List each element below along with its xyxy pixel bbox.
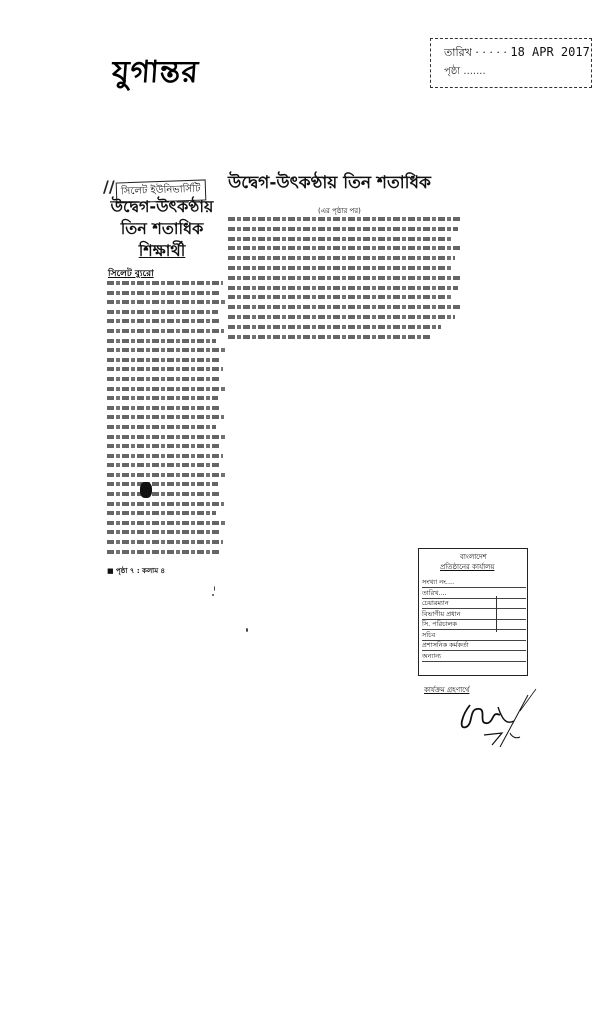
right-article-body bbox=[228, 214, 460, 341]
body-text-line bbox=[228, 273, 460, 283]
date-dots: · · · · · bbox=[475, 46, 511, 59]
page-label: পৃষ্ঠা bbox=[444, 66, 461, 77]
body-text-line bbox=[107, 364, 225, 374]
body-text-line bbox=[228, 322, 460, 332]
stamp-row: প্রশাসনিক কর্মকর্তা bbox=[422, 641, 526, 651]
stamp-action-label: কার্যক্রম গ্রহণার্থে bbox=[424, 686, 470, 694]
stamp-row: সংখ্যা নং.... bbox=[422, 578, 526, 588]
stamp-row: সি. পরিচালক bbox=[422, 620, 526, 630]
body-text-line bbox=[228, 243, 460, 253]
body-text-line bbox=[107, 316, 225, 326]
body-text-line bbox=[228, 312, 460, 322]
left-article-headline bbox=[104, 196, 220, 262]
date-value: 18 APR 2017 bbox=[510, 45, 590, 59]
headline-line-2: তিন শতাধিক bbox=[120, 219, 204, 238]
right-article-subtitle: (এর পৃষ্ঠার পর) bbox=[318, 207, 361, 215]
page-stamp-line bbox=[444, 64, 486, 81]
body-text-line bbox=[107, 451, 225, 461]
stamp-grid bbox=[496, 596, 527, 632]
body-text-line bbox=[107, 460, 225, 470]
body-text-line bbox=[107, 374, 225, 384]
body-text-line bbox=[107, 384, 225, 394]
body-text-line bbox=[228, 214, 460, 224]
kicker-slash-mark: // bbox=[103, 177, 115, 196]
stamp-row: অন্যান্য bbox=[422, 652, 526, 662]
body-text-line bbox=[107, 547, 225, 557]
newspaper-masthead: যুগান্তর bbox=[110, 55, 201, 90]
article-kicker: সিলেট ইউনিভার্সিটি bbox=[116, 179, 206, 203]
stamp-title-line-1: বাংলাদেশ bbox=[460, 553, 487, 561]
body-text-line bbox=[228, 234, 460, 244]
right-article-headline: উদ্বেগ-উৎকণ্ঠায় তিন শতাধিক bbox=[228, 173, 431, 193]
body-text-line bbox=[107, 326, 225, 336]
body-text-line bbox=[107, 537, 225, 547]
stamp-row: বিভাগীয় প্রধান bbox=[422, 610, 526, 620]
body-text-line bbox=[228, 332, 460, 342]
scan-speck bbox=[214, 586, 215, 591]
headline-line-1: উদ্বেগ-উৎকণ্ঠায় bbox=[110, 197, 214, 216]
handwritten-signature bbox=[440, 685, 560, 755]
body-text-line bbox=[107, 479, 225, 489]
body-text-line bbox=[107, 288, 225, 298]
stamp-row: তারিখ.... bbox=[422, 589, 526, 599]
body-text-line bbox=[107, 422, 225, 432]
stamp-row: সচিব bbox=[422, 631, 526, 641]
date-label: তারিখ bbox=[444, 46, 472, 59]
headline-line-3: শিক্ষার্থী bbox=[138, 241, 186, 260]
ink-blot bbox=[140, 482, 152, 498]
body-text-line bbox=[228, 302, 460, 312]
scan-speck bbox=[246, 628, 248, 632]
body-text-line bbox=[107, 345, 225, 355]
body-text-line bbox=[107, 518, 225, 528]
article-byline: সিলেট ব্যুরো bbox=[108, 269, 154, 279]
body-text-line bbox=[107, 336, 225, 346]
stamp-row: চেয়ারম্যান bbox=[422, 599, 526, 609]
body-text-line bbox=[228, 263, 460, 273]
body-text-line bbox=[107, 412, 225, 422]
body-text-line bbox=[228, 292, 460, 302]
left-article-body bbox=[107, 278, 225, 556]
body-text-line bbox=[107, 432, 225, 442]
body-text-line bbox=[107, 441, 225, 451]
body-text-line bbox=[107, 297, 225, 307]
body-text-line bbox=[107, 527, 225, 537]
body-text-line bbox=[228, 253, 460, 263]
body-text-line bbox=[228, 224, 460, 234]
body-text-line bbox=[107, 307, 225, 317]
body-text-line bbox=[107, 499, 225, 509]
body-text-line bbox=[107, 355, 225, 365]
body-text-line bbox=[228, 283, 460, 293]
scan-speck bbox=[212, 594, 214, 596]
body-text-line bbox=[107, 489, 225, 499]
body-text-line bbox=[107, 393, 225, 403]
body-text-line bbox=[107, 278, 225, 288]
body-text-line bbox=[107, 508, 225, 518]
stamp-title-line-2: প্রতিষ্ঠানের কার্যালয় bbox=[440, 563, 495, 571]
date-stamp-line bbox=[444, 44, 590, 63]
continue-note: ■ পৃষ্ঠা ৭ : কলাম ৪ bbox=[107, 567, 166, 575]
body-text-line bbox=[107, 470, 225, 480]
body-text-line bbox=[107, 403, 225, 413]
page-dots: ....... bbox=[463, 66, 486, 77]
